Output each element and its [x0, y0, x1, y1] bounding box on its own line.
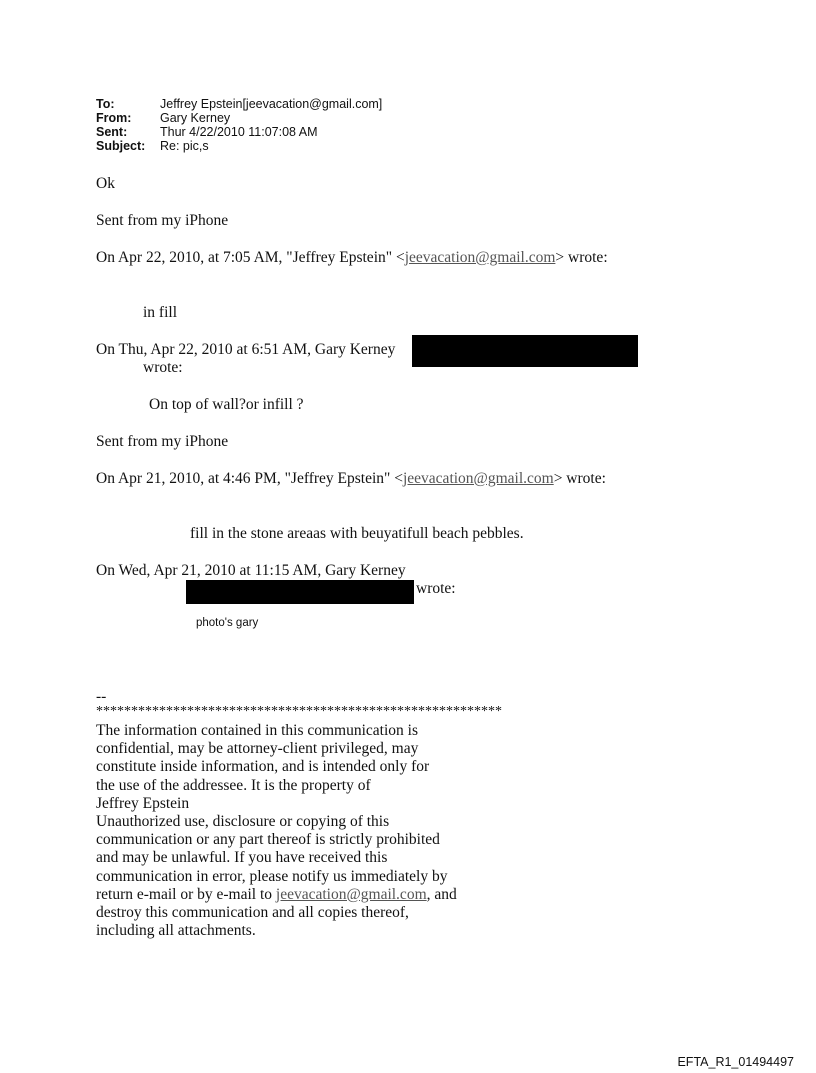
disclaimer-line [96, 886, 516, 904]
disclaimer-line: The information contained in this communication is [96, 722, 418, 739]
disclaimer-email-link[interactable]: jeevacation@gmail.com [275, 885, 427, 903]
redaction-box [412, 335, 638, 367]
quote-header-2-wrote: wrote: [143, 359, 183, 376]
sent-from-iphone-2: Sent from my iPhone [96, 433, 229, 450]
to-label: To: [96, 97, 115, 111]
from-value: Gary Kerney [160, 111, 231, 125]
redaction-box [186, 580, 414, 604]
disclaimer-line: including all attachments. [96, 922, 256, 940]
message-fill-stone: fill in the stone areaas with beuyatifull beach pebbles. [190, 525, 524, 542]
message-on-top: On top of wall?or infill ? [149, 396, 304, 413]
sent-from-iphone-1: Sent from my iPhone [96, 212, 229, 229]
signature-dashes: -- [96, 688, 107, 705]
quote-header-3-prefix: On Apr 21, 2010, at 4:46 PM, "Jeffrey Epstein" < [96, 470, 403, 487]
disclaimer-line: destroy this communication and all copies thereof, [96, 904, 409, 922]
quote-header-3 [96, 469, 606, 488]
email-header [96, 97, 496, 157]
message-photos: photo's gary [196, 617, 259, 629]
sent-label: Sent: [96, 125, 128, 139]
disclaimer-line: constitute inside information, and is intended only for [96, 758, 430, 776]
reply-ok: Ok [96, 175, 115, 192]
disclaimer-line: communication or any part thereof is strictly prohibited [96, 831, 440, 849]
quote-header-4: On Wed, Apr 21, 2010 at 11:15 AM, Gary Kerney [96, 562, 406, 579]
disclaimer-line: confidential, may be attorney-client privileged, may [96, 740, 419, 758]
quote-header-1-prefix: On Apr 22, 2010, at 7:05 AM, "Jeffrey Epstein" < [96, 249, 405, 266]
subject-value: Re: pic,s [160, 139, 209, 153]
from-label: From: [96, 111, 132, 125]
quote-header-3-suffix: > wrote: [553, 470, 606, 487]
to-value: Jeffrey Epstein[jeevacation@gmail.com] [160, 97, 383, 111]
disclaimer-line: Jeffrey Epstein [96, 794, 190, 812]
disclaimer-line-prefix: return e-mail or by e-mail to [96, 885, 276, 903]
quote-header-2: On Thu, Apr 22, 2010 at 6:51 AM, Gary Kerney [96, 341, 396, 358]
disclaimer-line: the use of the addressee. It is the property of [96, 776, 371, 794]
quote-header-4-wrote: wrote: [416, 580, 456, 597]
disclaimer-line: and may be unlawful. If you have received this [96, 849, 388, 867]
disclaimer-line-suffix: , and [426, 885, 457, 903]
subject-label: Subject: [96, 139, 146, 153]
quote-header-1-suffix: > wrote: [555, 249, 608, 266]
quote-header-1-email-link[interactable]: jeevacation@gmail.com [404, 249, 556, 266]
quote-header-3-email-link[interactable]: jeevacation@gmail.com [402, 470, 554, 487]
confidentiality-disclaimer [96, 722, 516, 940]
quote-header-1 [96, 248, 608, 267]
sent-value: Thur 4/22/2010 11:07:08 AM [160, 125, 318, 139]
disclaimer-line: Unauthorized use, disclosure or copying of this [96, 813, 390, 831]
signature-stars: ********************************************************** [96, 704, 502, 719]
document-id: EFTA_R1_01494497 [677, 1055, 794, 1069]
disclaimer-line: communication in error, please notify us immediately by [96, 867, 448, 885]
message-in-fill: in fill [143, 304, 178, 321]
